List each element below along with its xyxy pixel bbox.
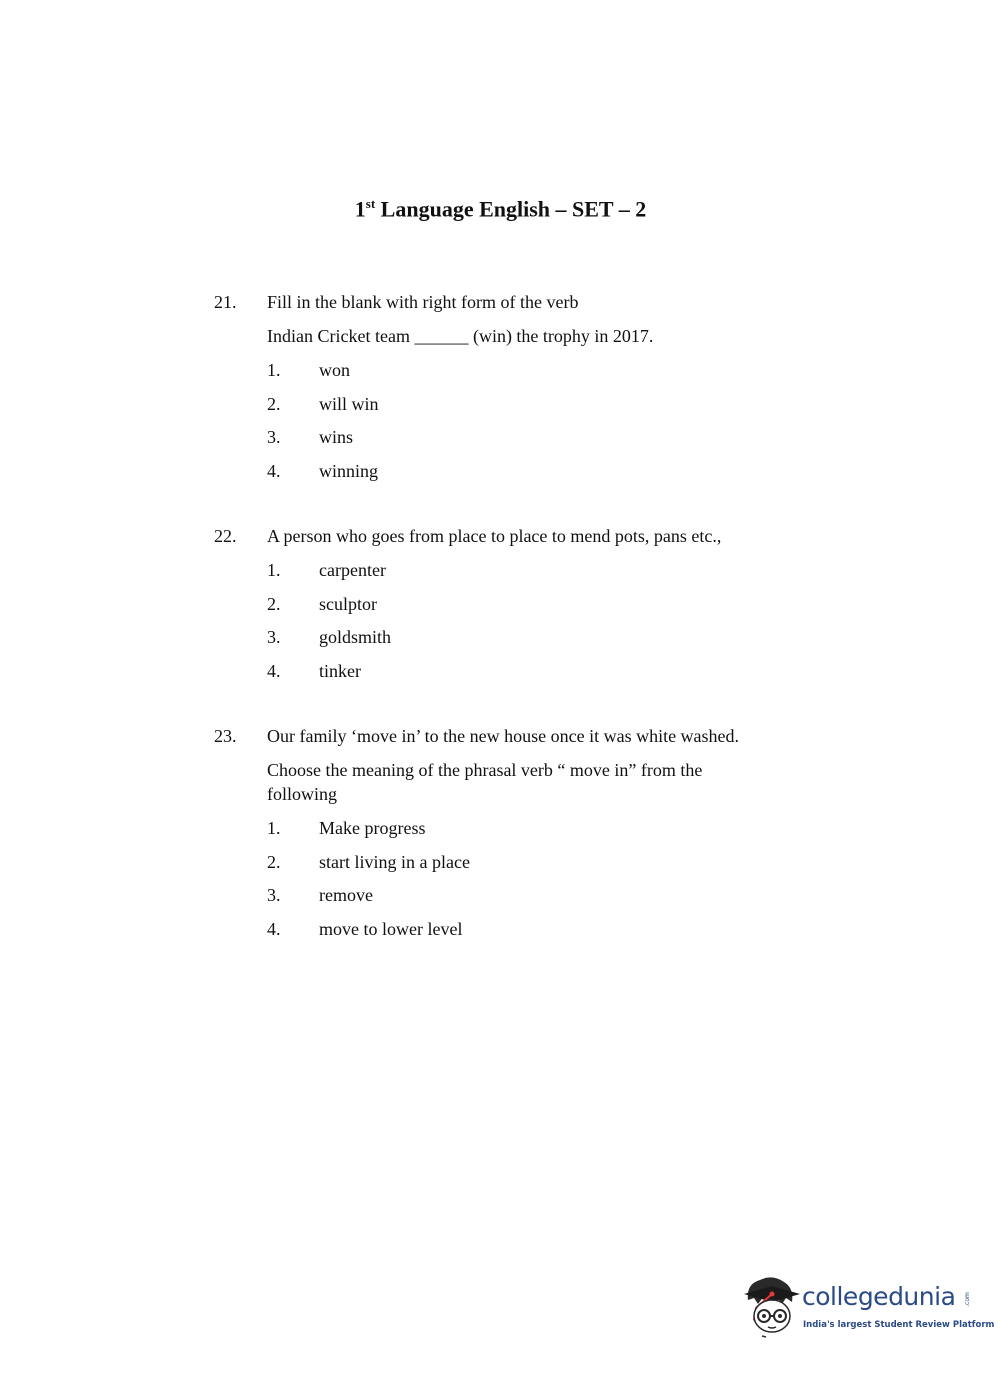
option bbox=[267, 659, 834, 683]
option bbox=[267, 883, 834, 907]
option-text: Make progress bbox=[319, 818, 426, 838]
option-text: will win bbox=[319, 393, 379, 414]
option-text: move to lower level bbox=[319, 918, 463, 939]
question-text: Our family ‘move in’ to the new house once it was white washed. bbox=[267, 726, 740, 746]
option bbox=[267, 358, 834, 382]
option-number: 3. bbox=[267, 427, 281, 447]
option bbox=[267, 558, 834, 582]
logo-wordmark: collegedunia bbox=[802, 1282, 956, 1311]
question-21 bbox=[214, 290, 834, 492]
question-text: Choose the meaning of the phrasal verb “ move in” from the following bbox=[267, 760, 703, 804]
option-text: winning bbox=[319, 460, 379, 481]
option bbox=[267, 850, 834, 874]
option-text: tinker bbox=[319, 660, 361, 681]
option bbox=[267, 392, 834, 416]
option bbox=[267, 816, 834, 840]
question-text: Fill in the blank with right form of the verb bbox=[267, 292, 579, 312]
title-base: 1 bbox=[354, 196, 366, 222]
question-number: 21. bbox=[214, 292, 237, 312]
option-number: 4. bbox=[267, 918, 281, 939]
page-title bbox=[0, 196, 1001, 222]
title-superscript: st bbox=[365, 196, 376, 211]
option bbox=[267, 592, 834, 616]
option-number: 4. bbox=[267, 460, 281, 481]
logo-tagline: India's largest Student Review Platform bbox=[803, 1320, 995, 1330]
options-list bbox=[267, 558, 834, 683]
title-rest: Language English – SET – 2 bbox=[375, 196, 647, 222]
option bbox=[267, 917, 834, 941]
collegedunia-logo[interactable] bbox=[742, 1274, 995, 1338]
question-text: Indian Cricket team ______ (win) the trophy in 2017. bbox=[267, 326, 654, 346]
option-number: 2. bbox=[267, 593, 281, 614]
option-text: remove bbox=[319, 885, 373, 905]
options-list bbox=[267, 816, 834, 941]
option-number: 4. bbox=[267, 660, 281, 681]
option-number: 1. bbox=[267, 560, 281, 580]
option bbox=[267, 425, 834, 449]
option-text: won bbox=[319, 360, 350, 380]
option-text: goldsmith bbox=[319, 627, 392, 647]
logo-suffix: .com bbox=[963, 1292, 971, 1307]
option-text: wins bbox=[319, 427, 354, 447]
options-list bbox=[267, 358, 834, 483]
option-number: 3. bbox=[267, 885, 281, 905]
option-number: 3. bbox=[267, 627, 281, 647]
question-number: 23. bbox=[214, 726, 237, 746]
option bbox=[267, 625, 834, 649]
question-22 bbox=[214, 524, 834, 692]
question-number: 22. bbox=[214, 526, 237, 546]
mascot-icon bbox=[742, 1274, 802, 1338]
question-text: A person who goes from place to place to mend pots, pans etc., bbox=[267, 526, 722, 546]
option-text: sculptor bbox=[319, 593, 377, 614]
option-number: 2. bbox=[267, 393, 281, 414]
option-text: start living in a place bbox=[319, 851, 470, 872]
option-number: 2. bbox=[267, 851, 281, 872]
option-text: carpenter bbox=[319, 560, 386, 580]
question-23 bbox=[214, 724, 834, 950]
option-number: 1. bbox=[267, 818, 281, 838]
option-number: 1. bbox=[267, 360, 281, 380]
option bbox=[267, 459, 834, 483]
